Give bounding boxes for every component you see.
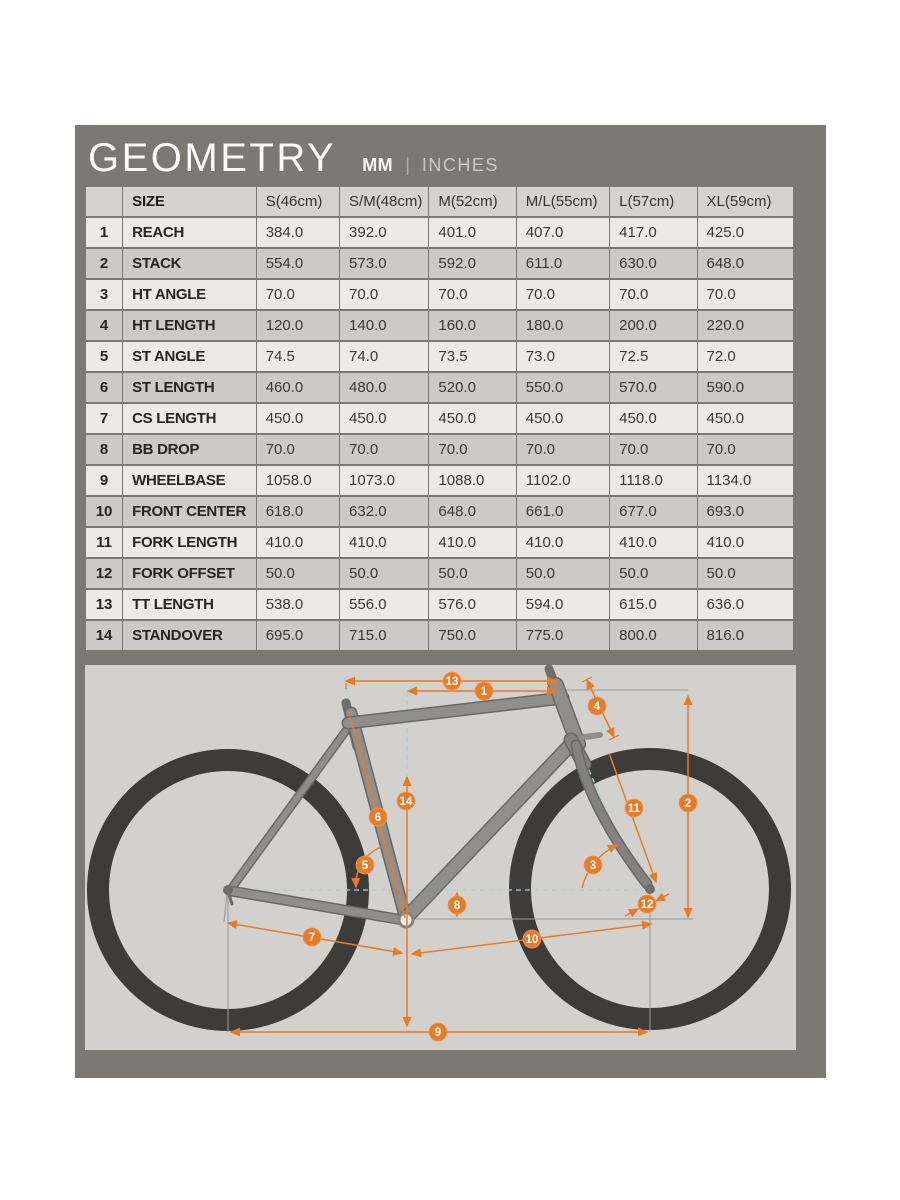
- cell-value: 450.0: [517, 404, 609, 433]
- cell-value: 73.0: [517, 342, 609, 371]
- table-row: [86, 373, 793, 402]
- cell-value: 800.0: [610, 621, 696, 650]
- dimension-marker-4: [588, 697, 606, 715]
- cell-value: 630.0: [610, 249, 696, 278]
- cell-value: 450.0: [610, 404, 696, 433]
- unit-toggle-mm[interactable]: MM: [362, 155, 394, 175]
- svg-text:2: 2: [684, 798, 692, 810]
- dimension-line-12-right: [656, 894, 669, 901]
- cell-value: 1073.0: [340, 466, 428, 495]
- cell-value: 450.0: [429, 404, 515, 433]
- unit-toggle: [362, 155, 499, 176]
- table-row: [86, 528, 793, 557]
- svg-text:4: 4: [593, 701, 601, 713]
- cell-value: 70.0: [517, 280, 609, 309]
- cell-value: 632.0: [340, 497, 428, 526]
- cell-value: 50.0: [517, 559, 609, 588]
- cell-value: 70.0: [698, 435, 793, 464]
- row-number: 3: [86, 280, 122, 309]
- table-row: [86, 249, 793, 278]
- svg-text:6: 6: [374, 812, 382, 824]
- cell-value: 70.0: [610, 435, 696, 464]
- row-number: 2: [86, 249, 122, 278]
- cell-value: 450.0: [698, 404, 793, 433]
- cell-value: 1058.0: [257, 466, 339, 495]
- dimension-marker-11: [625, 799, 643, 817]
- cell-value: 750.0: [429, 621, 515, 650]
- dimension-marker-8: [448, 896, 466, 914]
- cell-value: 550.0: [517, 373, 609, 402]
- cell-value: 648.0: [698, 249, 793, 278]
- row-label: FORK OFFSET: [123, 559, 256, 588]
- table-row: [86, 311, 793, 340]
- cell-value: 384.0: [257, 218, 339, 247]
- column-header-l: L(57cm): [610, 187, 696, 216]
- cell-value: 50.0: [257, 559, 339, 588]
- row-label: STACK: [123, 249, 256, 278]
- svg-text:9: 9: [434, 1027, 442, 1039]
- dimension-marker-6: [369, 808, 387, 826]
- cell-value: 520.0: [429, 373, 515, 402]
- table-row: [86, 404, 793, 433]
- row-label: FRONT CENTER: [123, 497, 256, 526]
- chain-stay: [231, 891, 403, 920]
- geometry-card: [75, 125, 826, 1078]
- row-label: HT LENGTH: [123, 311, 256, 340]
- cell-value: 460.0: [257, 373, 339, 402]
- cell-value: 70.0: [517, 435, 609, 464]
- front-dropout: [645, 884, 655, 894]
- cell-value: 70.0: [257, 280, 339, 309]
- cell-value: 120.0: [257, 311, 339, 340]
- row-number: 6: [86, 373, 122, 402]
- cell-value: 180.0: [517, 311, 609, 340]
- cell-value: 70.0: [429, 435, 515, 464]
- row-label: TT LENGTH: [123, 590, 256, 619]
- cell-value: 74.0: [340, 342, 428, 371]
- dimension-marker-5: [356, 856, 374, 874]
- row-label: WHEELBASE: [123, 466, 256, 495]
- row-number: 11: [86, 528, 122, 557]
- column-header-sm: S/M(48cm): [340, 187, 428, 216]
- dimension-marker-13: [443, 672, 461, 690]
- svg-text:11: 11: [627, 803, 641, 815]
- cell-value: 417.0: [610, 218, 696, 247]
- top-tube: [348, 698, 563, 723]
- table-row: [86, 466, 793, 495]
- dimension-marker-14: [397, 792, 415, 810]
- cell-value: 50.0: [340, 559, 428, 588]
- dimension-line-12-left: [625, 909, 638, 916]
- svg-text:10: 10: [525, 934, 539, 946]
- cell-value: 1118.0: [610, 466, 696, 495]
- bike-diagram-svg: [85, 665, 796, 1050]
- svg-text:13: 13: [445, 676, 459, 688]
- cell-value: 410.0: [257, 528, 339, 557]
- svg-text:7: 7: [308, 932, 316, 944]
- cell-value: 677.0: [610, 497, 696, 526]
- svg-text:14: 14: [399, 796, 413, 808]
- dimension-marker-12: [638, 895, 656, 913]
- row-number: 9: [86, 466, 122, 495]
- cell-value: 50.0: [429, 559, 515, 588]
- cell-value: 695.0: [257, 621, 339, 650]
- corner-cell: [86, 187, 122, 216]
- cell-value: 200.0: [610, 311, 696, 340]
- cell-value: 615.0: [610, 590, 696, 619]
- cell-value: 618.0: [257, 497, 339, 526]
- cell-value: 70.0: [429, 280, 515, 309]
- cell-value: 661.0: [517, 497, 609, 526]
- cell-value: 140.0: [340, 311, 428, 340]
- cell-value: 70.0: [257, 435, 339, 464]
- row-number: 8: [86, 435, 122, 464]
- unit-toggle-inches[interactable]: INCHES: [421, 155, 499, 175]
- dimension-marker-9: [429, 1023, 447, 1041]
- cell-value: 50.0: [698, 559, 793, 588]
- cell-value: 538.0: [257, 590, 339, 619]
- cell-value: 556.0: [340, 590, 428, 619]
- headset-bracket: [575, 735, 600, 738]
- table-header-row: [86, 187, 793, 216]
- cell-value: 450.0: [257, 404, 339, 433]
- table-row: [86, 218, 793, 247]
- row-number: 1: [86, 218, 122, 247]
- row-label: CS LENGTH: [123, 404, 256, 433]
- cell-value: 693.0: [698, 497, 793, 526]
- cell-value: 611.0: [517, 249, 609, 278]
- row-number: 13: [86, 590, 122, 619]
- column-header-ml: M/L(55cm): [517, 187, 609, 216]
- cell-value: 576.0: [429, 590, 515, 619]
- table-row: [86, 280, 793, 309]
- cell-value: 70.0: [610, 280, 696, 309]
- cell-value: 554.0: [257, 249, 339, 278]
- cell-value: 50.0: [610, 559, 696, 588]
- row-number: 10: [86, 497, 122, 526]
- table-row: [86, 621, 793, 650]
- cell-value: 74.5: [257, 342, 339, 371]
- cell-value: 407.0: [517, 218, 609, 247]
- cell-value: 590.0: [698, 373, 793, 402]
- bottom-bracket: [399, 913, 413, 927]
- cell-value: 573.0: [340, 249, 428, 278]
- cell-value: 570.0: [610, 373, 696, 402]
- cell-value: 594.0: [517, 590, 609, 619]
- row-label: BB DROP: [123, 435, 256, 464]
- cell-value: 70.0: [340, 435, 428, 464]
- row-number: 7: [86, 404, 122, 433]
- page-title: GEOMETRY: [88, 136, 337, 180]
- bike-diagram: [85, 665, 796, 1050]
- cell-value: 648.0: [429, 497, 515, 526]
- cell-value: 220.0: [698, 311, 793, 340]
- cell-value: 392.0: [340, 218, 428, 247]
- svg-text:5: 5: [361, 860, 369, 872]
- row-label: REACH: [123, 218, 256, 247]
- cell-value: 401.0: [429, 218, 515, 247]
- svg-text:8: 8: [453, 900, 461, 912]
- cell-value: 480.0: [340, 373, 428, 402]
- column-header-m: M(52cm): [429, 187, 515, 216]
- row-number: 12: [86, 559, 122, 588]
- dimension-marker-2: [679, 794, 697, 812]
- dimension-marker-3: [584, 856, 602, 874]
- dimension-marker-1: [475, 682, 493, 700]
- cell-value: 1134.0: [698, 466, 793, 495]
- down-tube: [406, 741, 574, 918]
- cell-value: 1102.0: [517, 466, 609, 495]
- column-header-xl: XL(59cm): [698, 187, 793, 216]
- geometry-table: [85, 185, 794, 652]
- row-label: STANDOVER: [123, 621, 256, 650]
- cell-value: 816.0: [698, 621, 793, 650]
- row-number: 4: [86, 311, 122, 340]
- row-number: 14: [86, 621, 122, 650]
- cell-value: 160.0: [429, 311, 515, 340]
- column-header-size: SIZE: [123, 187, 256, 216]
- cell-value: 72.5: [610, 342, 696, 371]
- table-row: [86, 497, 793, 526]
- cell-value: 775.0: [517, 621, 609, 650]
- cell-value: 70.0: [340, 280, 428, 309]
- cell-value: 73.5: [429, 342, 515, 371]
- dimension-marker-7: [303, 928, 321, 946]
- table-row: [86, 342, 793, 371]
- dimension-marker-10: [523, 930, 541, 948]
- row-label: ST ANGLE: [123, 342, 256, 371]
- cell-value: 636.0: [698, 590, 793, 619]
- svg-text:1: 1: [480, 686, 488, 698]
- cell-value: 70.0: [698, 280, 793, 309]
- cell-value: 1088.0: [429, 466, 515, 495]
- table-row: [86, 559, 793, 588]
- cell-value: 410.0: [698, 528, 793, 557]
- table-row: [86, 590, 793, 619]
- cell-value: 410.0: [610, 528, 696, 557]
- column-header-s: S(46cm): [257, 187, 339, 216]
- cell-value: 410.0: [429, 528, 515, 557]
- svg-text:3: 3: [589, 860, 597, 872]
- geometry-table-body: [86, 218, 793, 650]
- cell-value: 715.0: [340, 621, 428, 650]
- unit-separator: |: [405, 155, 410, 175]
- cell-value: 592.0: [429, 249, 515, 278]
- row-label: FORK LENGTH: [123, 528, 256, 557]
- row-label: ST LENGTH: [123, 373, 256, 402]
- cell-value: 450.0: [340, 404, 428, 433]
- cell-value: 425.0: [698, 218, 793, 247]
- cell-value: 72.0: [698, 342, 793, 371]
- cell-value: 410.0: [517, 528, 609, 557]
- card-header: [88, 133, 499, 183]
- svg-text:12: 12: [640, 899, 654, 911]
- cell-value: 410.0: [340, 528, 428, 557]
- row-label: HT ANGLE: [123, 280, 256, 309]
- row-number: 5: [86, 342, 122, 371]
- table-row: [86, 435, 793, 464]
